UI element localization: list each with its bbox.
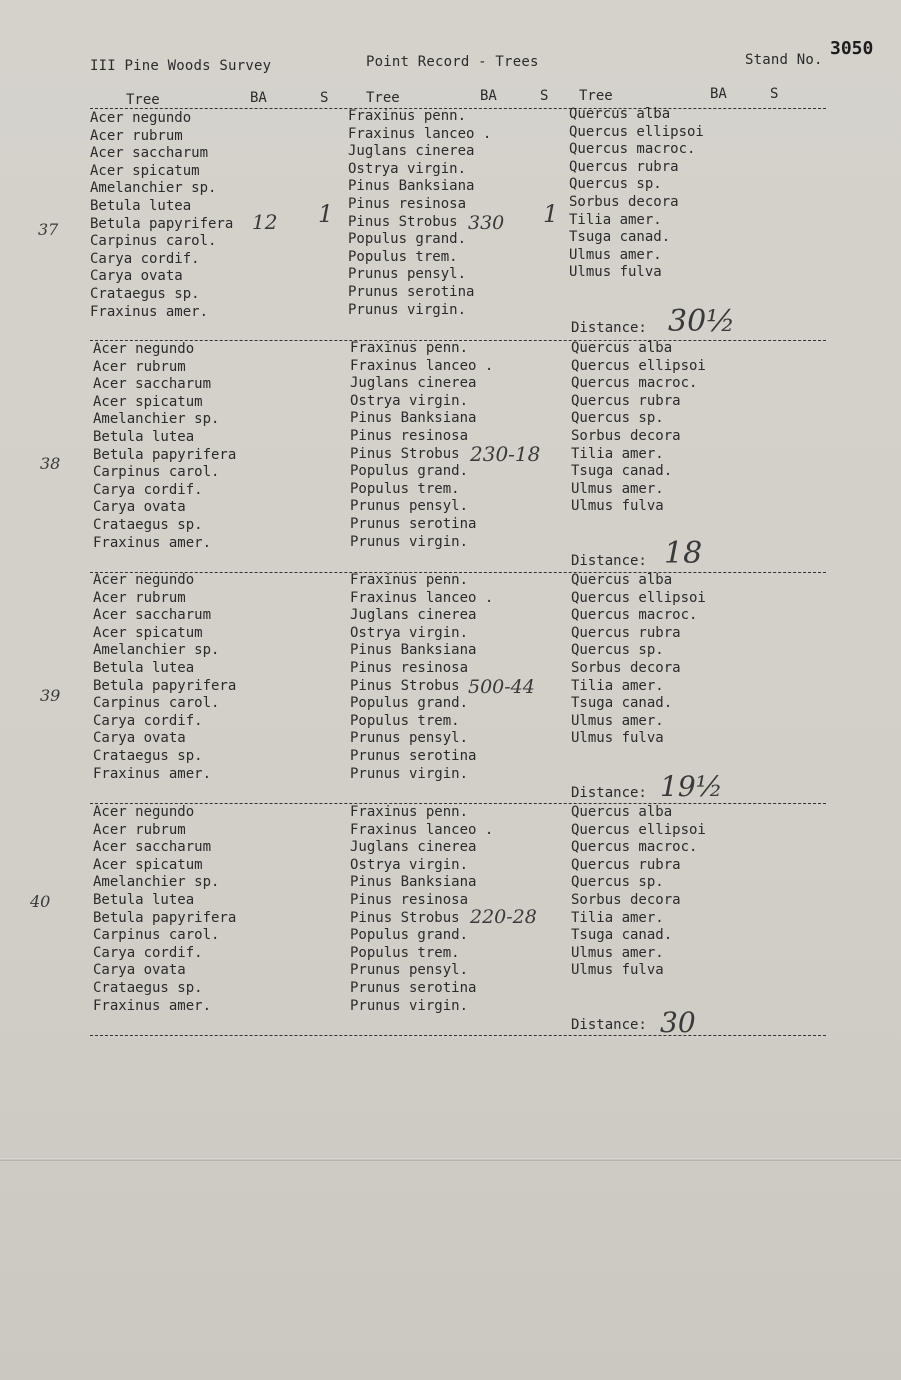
species-item: Acer saccharum <box>93 839 212 856</box>
species-item: Ulmus fulva <box>571 498 664 515</box>
point3-col3 <box>571 572 706 748</box>
point2-col3 <box>571 340 706 516</box>
species-item: Fraxinus lanceo . <box>350 357 494 374</box>
species-item: Quercus ellipsoi <box>571 357 706 374</box>
point1-betula-s: 1 <box>318 200 334 228</box>
species-item: Juglans cinerea <box>350 839 477 856</box>
species-item: Ulmus amer. <box>569 246 662 263</box>
species-item: Carpinus carol. <box>90 233 217 250</box>
point2-strobus-ba: 230-18 <box>470 442 541 466</box>
species-item: Acer negundo <box>93 572 195 588</box>
species-item: Crataegus sp. <box>93 747 203 764</box>
species-item: Quercus sp. <box>569 176 662 193</box>
species-item: Quercus sp. <box>571 410 664 427</box>
species-item: Pinus Banksiana <box>350 874 477 891</box>
point1-distance-label: Distance: <box>571 320 647 336</box>
species-item: Fraxinus penn. <box>350 340 469 356</box>
species-item: Carya cordif. <box>90 250 200 267</box>
species-item: Carya cordif. <box>93 712 203 729</box>
point3-col1 <box>93 572 236 783</box>
point1-col1 <box>90 110 233 321</box>
point1-margin-note: 37 <box>38 220 59 239</box>
species-item: Acer rubrum <box>90 127 183 144</box>
species-item: Carpinus carol. <box>93 695 220 712</box>
point4-distance-label: Distance: <box>571 1017 647 1033</box>
species-item: Prunus virgin. <box>350 997 469 1014</box>
species-item: Ostrya virgin. <box>350 624 469 641</box>
point4-distance-value: 30 <box>660 1006 696 1039</box>
col2-ba-header: BA <box>480 88 497 104</box>
species-item: Pinus Banksiana <box>350 410 477 427</box>
species-item: Ostrya virgin. <box>350 856 469 873</box>
species-item: Tilia amer. <box>571 445 664 462</box>
species-item: Crataegus sp. <box>93 516 203 533</box>
species-item: Quercus macroc. <box>569 141 696 158</box>
species-item: Acer rubrum <box>93 358 186 375</box>
species-item: Quercus macroc. <box>571 607 698 624</box>
species-item: Betula lutea <box>90 197 192 214</box>
species-item: Pinus resinosa <box>350 891 469 908</box>
species-item: Juglans cinerea <box>350 375 477 392</box>
species-item: Amelanchier sp. <box>90 180 217 197</box>
species-item: Quercus sp. <box>571 874 664 891</box>
species-item: Quercus alba <box>571 340 673 356</box>
species-item: Ulmus amer. <box>571 944 664 961</box>
species-item: Quercus rubra <box>569 158 679 175</box>
species-item: Populus trem. <box>348 248 458 265</box>
species-item: Quercus sp. <box>571 642 664 659</box>
species-item: Fraxinus lanceo . <box>350 821 494 838</box>
species-item: Betula papyrifera <box>93 446 237 463</box>
species-item: Pinus resinosa <box>350 659 469 676</box>
species-item: Prunus pensyl. <box>350 730 469 747</box>
species-item: Populus grand. <box>350 927 469 944</box>
species-item: Ostrya virgin. <box>348 160 467 177</box>
species-item: Prunus serotina <box>350 515 477 532</box>
species-item: Ulmus fulva <box>571 962 664 979</box>
species-item: Ulmus fulva <box>569 264 662 281</box>
col3-ba-header: BA <box>710 86 727 102</box>
col2-tree-header: Tree <box>366 90 400 106</box>
species-item: Fraxinus amer. <box>93 997 212 1014</box>
species-item: Tsuga canad. <box>571 927 673 944</box>
point4-strobus-ba: 220-28 <box>470 906 537 928</box>
species-item: Crataegus sp. <box>93 979 203 996</box>
species-item: Pinus Strobus <box>350 909 460 926</box>
species-item: Pinus Strobus <box>348 213 458 230</box>
species-item: Acer negundo <box>93 804 195 820</box>
species-item: Acer negundo <box>93 341 195 357</box>
species-item: Populus grand. <box>350 695 469 712</box>
species-item: Prunus virgin. <box>348 301 467 318</box>
species-item: Tsuga canad. <box>569 229 671 246</box>
survey-title: III Pine Woods Survey <box>90 58 272 74</box>
species-item: Carpinus carol. <box>93 927 220 944</box>
col2-s-header: S <box>540 88 549 104</box>
col1-ba-header: BA <box>250 90 267 106</box>
species-item: Pinus Strobus <box>350 677 460 694</box>
species-item: Carya cordif. <box>93 481 203 498</box>
point4-rule <box>90 1035 826 1036</box>
species-item: Populus grand. <box>350 463 469 480</box>
species-item: Sorbus decora <box>571 427 681 444</box>
species-item: Sorbus decora <box>571 659 681 676</box>
species-item: Pinus Strobus <box>350 445 460 462</box>
col1-s-header: S <box>320 90 329 106</box>
species-item: Fraxinus penn. <box>348 108 467 124</box>
record-title: Point Record - Trees <box>366 54 539 70</box>
species-item: Quercus ellipsoi <box>571 589 706 606</box>
species-item: Prunus virgin. <box>350 533 469 550</box>
species-item: Carya ovata <box>93 730 186 747</box>
point3-margin-note: 39 <box>40 686 61 705</box>
species-item: Carya ovata <box>90 268 183 285</box>
species-item: Tilia amer. <box>569 211 662 228</box>
stand-number: 3050 <box>830 38 874 59</box>
col3-s-header: S <box>770 86 779 102</box>
species-item: Sorbus decora <box>569 193 679 210</box>
point1-betula-ba: 12 <box>252 210 278 234</box>
species-item: Prunus serotina <box>348 283 475 300</box>
point3-distance-label: Distance: <box>571 785 647 801</box>
species-item: Carya ovata <box>93 499 186 516</box>
point2-distance-value: 18 <box>664 536 703 571</box>
species-item: Tilia amer. <box>571 909 664 926</box>
species-item: Acer saccharum <box>93 607 212 624</box>
point2-distance-label: Distance: <box>571 553 647 569</box>
point1-strobus-ba: 330 <box>468 212 505 234</box>
species-item: Betula lutea <box>93 428 195 445</box>
species-item: Acer rubrum <box>93 821 186 838</box>
species-item: Acer spicatum <box>93 856 203 873</box>
stand-label: Stand No. <box>745 52 823 68</box>
point1-strobus-s: 1 <box>543 200 559 228</box>
species-item: Ulmus amer. <box>571 480 664 497</box>
species-item: Populus trem. <box>350 712 460 729</box>
species-item: Quercus ellipsoi <box>569 123 704 140</box>
species-item: Juglans cinerea <box>350 607 477 624</box>
species-item: Pinus resinosa <box>350 427 469 444</box>
species-item: Populus trem. <box>350 480 460 497</box>
point4-col3 <box>571 804 706 980</box>
species-item: Ostrya virgin. <box>350 392 469 409</box>
species-item: Carya ovata <box>93 962 186 979</box>
species-item: Pinus Banksiana <box>348 178 475 195</box>
species-item: Prunus pensyl. <box>348 266 467 283</box>
point2-margin-note: 38 <box>40 454 61 473</box>
species-item: Acer spicatum <box>93 624 203 641</box>
species-item: Fraxinus lanceo . <box>350 589 494 606</box>
species-item: Betula lutea <box>93 891 195 908</box>
point2-col1 <box>93 341 236 552</box>
species-item: Juglans cinerea <box>348 143 475 160</box>
species-item: Prunus pensyl. <box>350 498 469 515</box>
point1-distance-value: 30½ <box>668 304 736 339</box>
species-item: Prunus serotina <box>350 979 477 996</box>
species-item: Tilia amer. <box>571 677 664 694</box>
species-item: Fraxinus amer. <box>93 534 212 551</box>
species-item: Fraxinus amer. <box>93 765 212 782</box>
species-item: Quercus rubra <box>571 392 681 409</box>
species-item: Quercus macroc. <box>571 375 698 392</box>
species-item: Acer spicatum <box>93 393 203 410</box>
species-item: Fraxinus penn. <box>350 804 469 820</box>
species-item: Acer spicatum <box>90 162 200 179</box>
species-item: Prunus pensyl. <box>350 962 469 979</box>
species-item: Betula papyrifera <box>93 909 237 926</box>
species-item: Amelanchier sp. <box>93 874 220 891</box>
point3-distance-value: 19½ <box>660 770 723 803</box>
species-item: Prunus serotina <box>350 747 477 764</box>
species-item: Betula papyrifera <box>93 677 237 694</box>
species-item: Quercus rubra <box>571 624 681 641</box>
species-item: Acer saccharum <box>93 376 212 393</box>
species-item: Fraxinus penn. <box>350 572 469 588</box>
point3-strobus-ba: 500-44 <box>468 676 535 698</box>
species-item: Acer rubrum <box>93 589 186 606</box>
species-item: Fraxinus lanceo . <box>348 125 492 142</box>
point4-margin-note: 40 <box>30 892 51 911</box>
species-item: Populus grand. <box>348 231 467 248</box>
species-item: Acer saccharum <box>90 145 209 162</box>
point4-col1 <box>93 804 236 1015</box>
species-item: Quercus macroc. <box>571 839 698 856</box>
species-item: Ulmus fulva <box>571 730 664 747</box>
col1-tree-header: Tree <box>126 92 160 108</box>
species-item: Populus trem. <box>350 944 460 961</box>
point1-col3 <box>569 106 704 282</box>
species-item: Betula lutea <box>93 659 195 676</box>
species-item: Sorbus decora <box>571 891 681 908</box>
species-item: Carya cordif. <box>93 944 203 961</box>
species-item: Tsuga canad. <box>571 695 673 712</box>
species-item: Crataegus sp. <box>90 285 200 302</box>
species-item: Amelanchier sp. <box>93 411 220 428</box>
species-item: Quercus alba <box>571 572 673 588</box>
species-item: Pinus Banksiana <box>350 642 477 659</box>
species-item: Carpinus carol. <box>93 464 220 481</box>
species-item: Quercus rubra <box>571 856 681 873</box>
species-item: Ulmus amer. <box>571 712 664 729</box>
species-item: Quercus ellipsoi <box>571 821 706 838</box>
species-item: Prunus virgin. <box>350 765 469 782</box>
paper-fold <box>0 1158 901 1161</box>
species-item: Pinus resinosa <box>348 195 467 212</box>
species-item: Fraxinus amer. <box>90 303 209 320</box>
species-item: Amelanchier sp. <box>93 642 220 659</box>
species-item: Acer negundo <box>90 110 192 126</box>
species-item: Betula papyrifera <box>90 215 234 232</box>
species-item: Tsuga canad. <box>571 463 673 480</box>
col3-tree-header: Tree <box>579 88 613 104</box>
species-item: Quercus alba <box>569 106 671 122</box>
species-item: Quercus alba <box>571 804 673 820</box>
